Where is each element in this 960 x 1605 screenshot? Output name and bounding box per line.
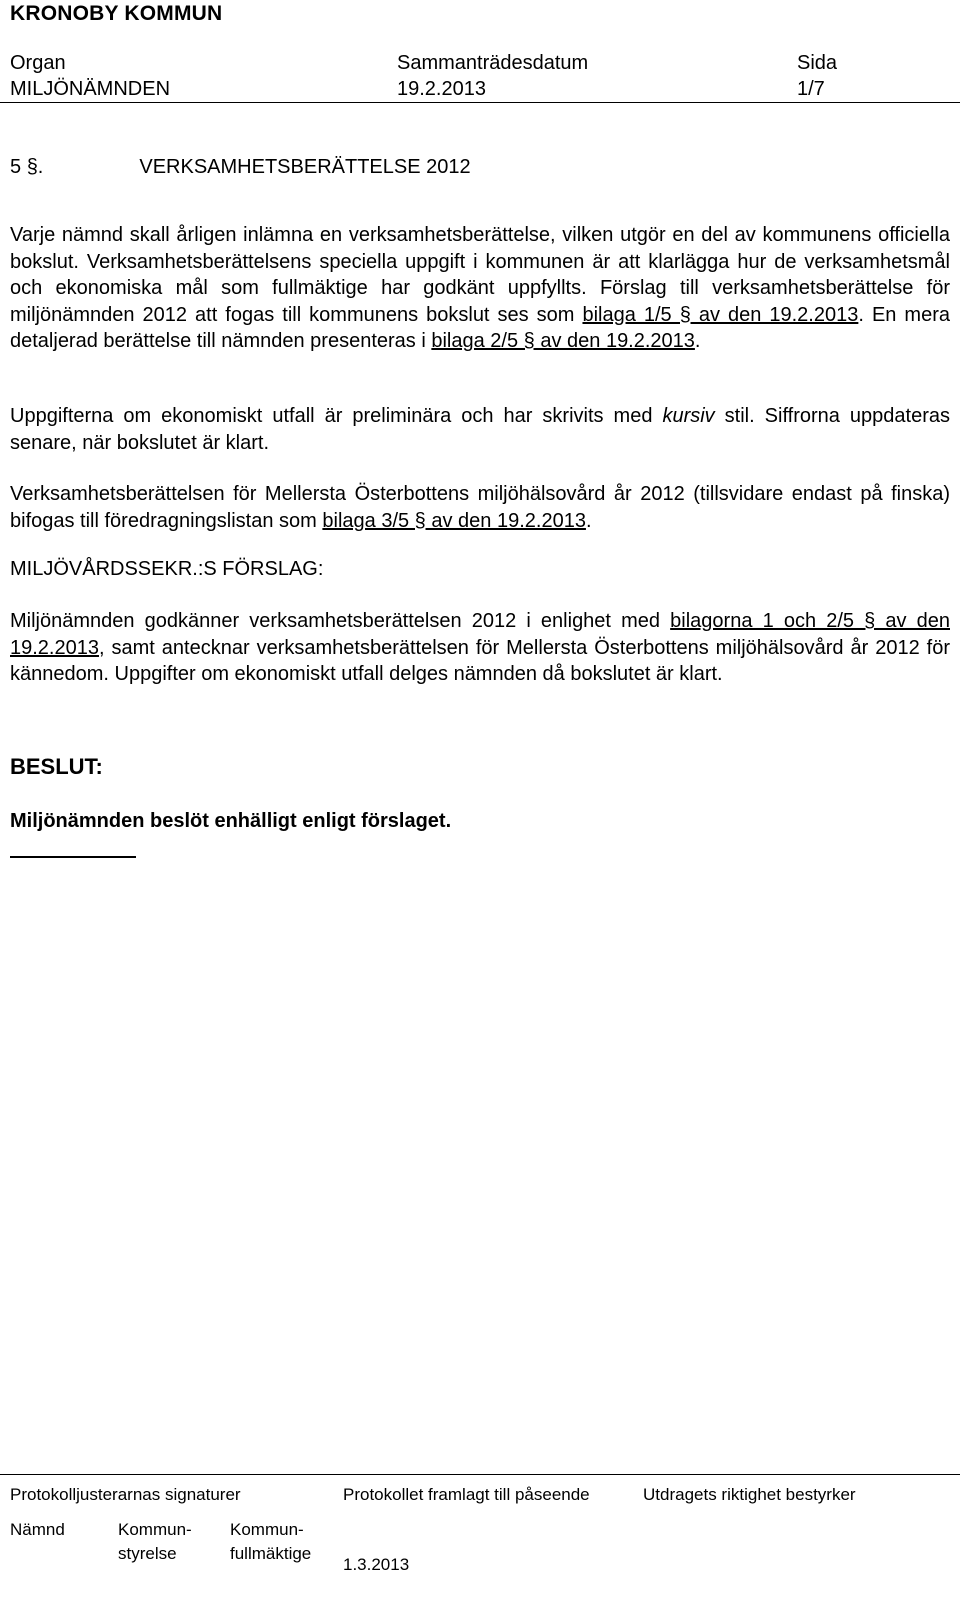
paragraph-text: Varje nämnd skall årligen inlämna en verksamhetsberättelse, vilken utgör en del av kommunens officiella bokslut. Verksamhetsberättelsens speciella uppgift i kommunen är att klarlägga hur de verksamhetsmål och ekonomiska mål som fullmäktige har godkänt uppfyllts. Förslag till verksamhetsberättelse för miljönämnden 2012 att fogas till kommunens bokslut ses som (10, 224, 950, 326)
footer-certified-title: Utdragets riktighet bestyrker (643, 1485, 856, 1504)
footer-displayed-title: Protokollet framlagt till påseende (343, 1485, 590, 1504)
paragraph-text: Uppgifterna om ekonomiskt utfall är preliminära och har skrivits med (10, 405, 663, 427)
decision-text: Miljönämnden beslöt enhälligt enligt förslaget. (10, 810, 452, 832)
paragraph-regional-report (10, 481, 950, 534)
paragraph-text: stil. Siffrorna uppdateras senare, när bokslutet är klart. (10, 405, 950, 454)
header-label-organ: Organ (10, 52, 66, 74)
attachment-link-1[interactable]: bilaga 1/5 § av den 19.2.2013 (582, 303, 859, 326)
section-number: 5 (10, 156, 22, 178)
header-label-date: Sammanträdesdatum (397, 52, 589, 74)
footer-fullmaktige-line2: fullmäktige (230, 1544, 312, 1563)
paragraph-economic (10, 403, 950, 456)
section-symbol: §. (26, 156, 44, 178)
footer-fullmaktige-label (230, 1518, 311, 1566)
header-date-value: 19.2.2013 (397, 78, 486, 100)
attachment-link-2[interactable]: bilaga 2/5 § av den 19.2.2013 (431, 330, 695, 352)
attachment-link-3[interactable]: bilaga 3/5 § av den 19.2.2013 (322, 509, 586, 532)
footer-fullmaktige-line1: Kommun- (230, 1520, 304, 1539)
paragraph-text: Miljönämnden godkänner verksamhetsberättelsen 2012 i enlighet med (10, 610, 671, 632)
footer-namnd-label: Nämnd (10, 1520, 65, 1539)
end-divider (10, 856, 136, 858)
attachment-link-4[interactable]: bilagorna 1 och 2/5 § av den 19.2.2013 (10, 610, 950, 659)
proposal-heading: MILJÖVÅRDSSEKR.:S FÖRSLAG: (10, 558, 324, 580)
header-label-page: Sida (797, 52, 838, 74)
paragraph-intro (10, 222, 950, 355)
section-heading (10, 156, 471, 179)
header-divider (0, 102, 960, 103)
section-title: VERKSAMHETSBERÄTTELSE 2012 (139, 156, 471, 178)
italic-word: kursiv (662, 405, 715, 427)
footer-divider (0, 1474, 960, 1475)
footer-styrelse-line2: styrelse (118, 1544, 177, 1563)
footer-styrelse-label (118, 1518, 192, 1566)
paragraph-text: . (694, 330, 701, 352)
header-organ-value: MILJÖNÄMNDEN (10, 78, 171, 100)
header-page-value: 1/7 (797, 78, 825, 100)
footer-date: 1.3.2013 (343, 1555, 410, 1574)
organization-name: KRONOBY KOMMUN (10, 2, 223, 25)
paragraph-text: . (585, 509, 592, 532)
paragraph-text: , samt antecknar verksamhetsberättelsen för Mellersta Österbottens miljöhälsovård år 2012 för kännedom. Uppgifter om ekonomiskt utfall delges nämnden då bokslutet är klart. (10, 636, 950, 685)
paragraph-text: Verksamhetsberättelsen för Mellersta Österbottens miljöhälsovård år 2012 (tillsvidare endast på finska) bifogas till föredragningslistan som (10, 483, 950, 532)
footer-styrelse-line1: Kommun- (118, 1520, 192, 1539)
paragraph-proposal (10, 608, 950, 688)
footer-signatures-title: Protokolljusterarnas signaturer (10, 1485, 241, 1504)
decision-heading: BESLUT: (10, 754, 103, 779)
paragraph-text: . En mera detaljerad berättelse till nämnden presenteras i (10, 303, 950, 352)
